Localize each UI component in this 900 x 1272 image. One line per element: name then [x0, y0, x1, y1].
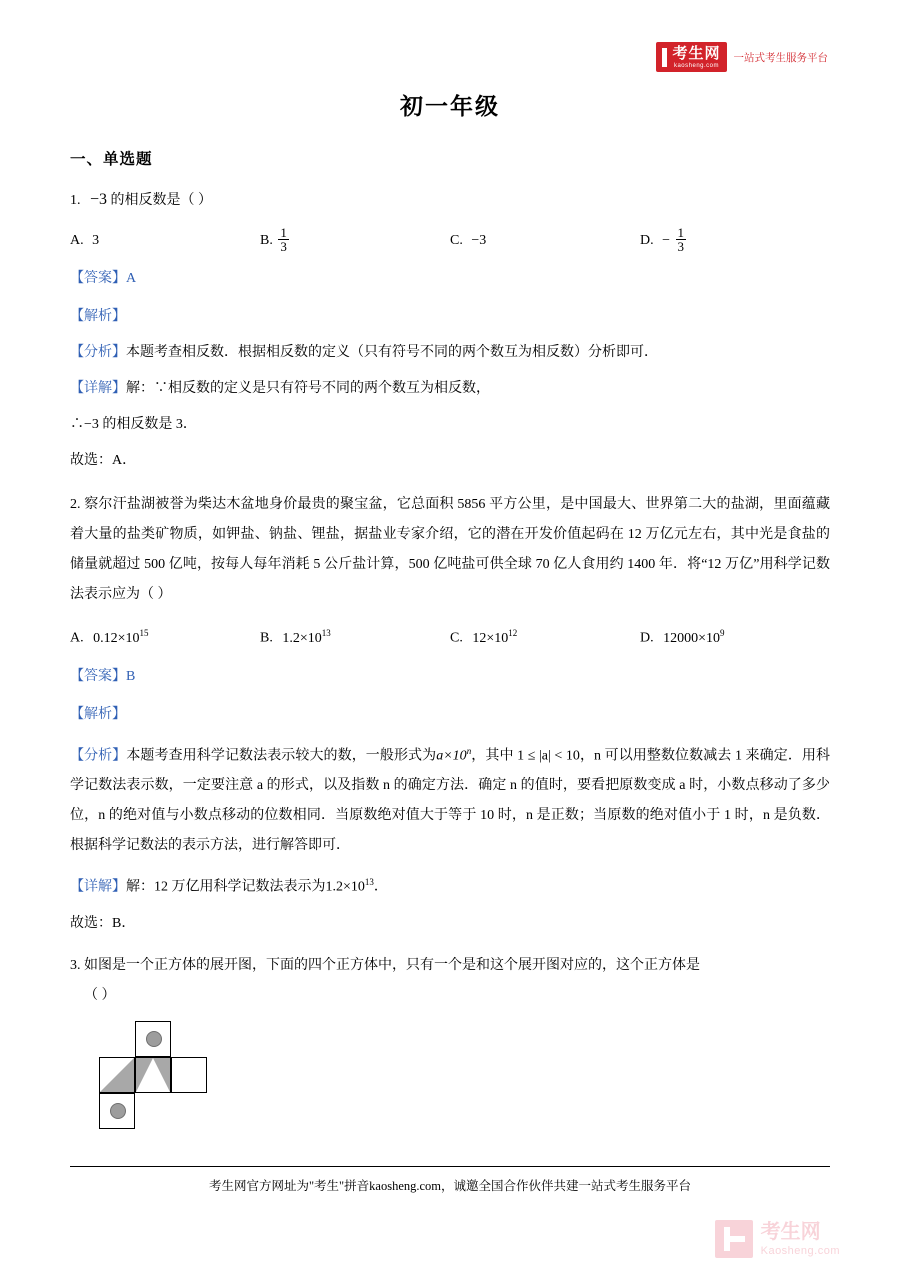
logo-brand-en: kaosheng.com [673, 63, 719, 69]
circle-marker-icon-2 [110, 1103, 126, 1119]
logo-tagline: 一站式考生服务平台 [733, 51, 828, 64]
option-a [70, 618, 260, 654]
question-1-math: −3 [90, 191, 108, 208]
xiangjie-tag: 【详解】 [70, 879, 126, 895]
answer-value: B [126, 668, 136, 684]
option-a-value: 0.12×10 [93, 630, 140, 646]
xiangjie-tag: 【详解】 [70, 381, 126, 396]
fraction-denominator: 3 [677, 239, 685, 255]
fenxi-math: a×10 [436, 748, 467, 764]
triangle-shade-center-a [136, 1058, 153, 1092]
footer-text-after: 诚邀全国合作伙伴共建一站式考生服务平台 [453, 1179, 692, 1193]
option-d-value: 12000×10 [663, 630, 721, 646]
option-c [450, 618, 640, 654]
option-d-exponent: 9 [720, 628, 725, 638]
watermark-en: Kaosheng.com [760, 1244, 840, 1257]
triangle-shade-center-b [153, 1058, 170, 1092]
question-1-choose: 故选：A． [70, 453, 137, 468]
option-b [260, 618, 450, 654]
question-1-text: 的相反数是（ ） [110, 193, 213, 208]
option-a-label: A. [70, 233, 84, 248]
option-c-value: −3 [471, 233, 487, 248]
option-c-label: C. [450, 630, 463, 646]
option-a [70, 226, 260, 256]
option-d-fraction [676, 226, 687, 254]
page-footer [70, 1166, 830, 1194]
question-1-analysis-tag: 【解析】 [70, 309, 126, 324]
question-1-number: 1. [70, 193, 81, 208]
question-1-xiangjie-line2: ∴−3 的相反数是 3． [70, 417, 197, 432]
fenxi-text-1: 本题考查用科学记数法表示较大的数，一般形式为 [126, 748, 437, 764]
fenxi-text: 本题考查相反数．根据相反数的定义（只有符号不同的两个数互为相反数）分析即可． [126, 345, 658, 360]
page-title: 初一年级 [400, 94, 500, 119]
question-2-answer [70, 662, 830, 692]
option-b-label: B. [260, 630, 273, 646]
watermark-mark-icon [715, 1220, 753, 1258]
question-1-options [70, 226, 830, 256]
circle-marker-icon [146, 1031, 162, 1047]
fenxi-tag: 【分析】 [70, 748, 127, 764]
watermark [715, 1220, 840, 1258]
watermark-text [761, 1222, 840, 1257]
question-2-fenxi [70, 736, 830, 862]
question-2-options [70, 618, 830, 654]
question-2-xiangjie [70, 867, 830, 903]
xiangjie-tail: ． [373, 879, 388, 895]
option-d [640, 618, 830, 654]
fraction-denominator: 3 [280, 239, 287, 255]
answer-value: A [126, 271, 137, 286]
fenxi-tag: 【分析】 [70, 345, 126, 360]
xiangjie-text: 解：∵相反数的定义是只有符号不同的两个数互为相反数， [126, 381, 490, 396]
question-1-fenxi [70, 338, 830, 368]
xiangjie-math-exponent: 13 [364, 877, 374, 888]
question-2-choose: 故选：B． [70, 915, 136, 931]
question-2-stem: 2. 察尔汗盐湖被誉为柴达木盆地身价最贵的聚宝盆，它总面积 5856 平方公里，是中国最大、世界第二大的盐湖，里面蕴藏着大量的盐类矿物质，如钾盐、钠盐、锂盐，据盐业专家介绍，它的潜在开发价值起码在 12 万亿元左右，其中光是食盐的储量就超过 500 亿吨，按每人每年消耗 5 公斤盐计算，500 亿吨盐可供全球 70 亿人食用约 1400 年．将“12 万亿”用科学记数法表示应为（ ） [70, 497, 830, 602]
option-c-exponent: 12 [508, 628, 518, 638]
xiangjie-text: 解：12 万亿用科学记数法表示为 [126, 879, 326, 895]
option-d [640, 226, 830, 256]
option-c [450, 226, 640, 256]
net-cell-mid-right [171, 1057, 207, 1093]
fraction-numerator: 1 [280, 224, 287, 240]
option-a-label: A. [70, 630, 84, 646]
question-1-xiangjie [70, 374, 830, 404]
option-c-value: 12×10 [472, 630, 509, 646]
option-d-label: D. [640, 630, 654, 646]
answer-tag: 【答案】 [70, 271, 126, 286]
question-1-stem [70, 185, 830, 216]
question-3-stem-line2: （ ） [84, 987, 116, 1003]
logo-mark [656, 42, 726, 72]
site-logo [656, 42, 828, 72]
fenxi-text-2: ，其中 1 ≤ |a| < 10，n 可以用整数位数减去 1 来确定．用科学记数法表示数，一定要注意 a 的形式，以及指数 n 的确定方法．确定 n 的值时，要看把原数变成 a 时，小数点移动了多少位，n 的绝对值与小数点移动的位数相同．当原数绝对值大于等于 10 时，n 是正数；当原数的绝对值小于 1 时，n 是负数．根据科学记数法的表示方法，进行解答即可． [70, 748, 830, 854]
question-1-answer [70, 264, 830, 294]
triangle-shade-left [100, 1058, 134, 1092]
cube-net-figure [78, 1021, 268, 1129]
section-title: 一、单选题 [70, 151, 153, 168]
answer-tag: 【答案】 [70, 668, 126, 684]
option-a-exponent: 15 [139, 628, 149, 638]
footer-text-before: 考生网官方网址为"考生"拼音 [208, 1179, 370, 1193]
xiangjie-math: 1.2×10 [325, 879, 365, 895]
option-b-label: B. [260, 233, 273, 248]
option-b-exponent: 13 [321, 628, 331, 638]
logo-brand-cn: 考生网 [672, 45, 721, 62]
logo-text-block [672, 46, 720, 69]
option-a-value: 3 [92, 233, 100, 248]
fenxi-math-exponent: n [466, 745, 472, 756]
option-b [260, 226, 450, 256]
question-3-stem: 3. 如图是一个正方体的展开图，下面的四个正方体中，只有一个是和这个展开图对应的，这个正方体是 [70, 957, 700, 973]
footer-url: kaosheng.com， [369, 1179, 454, 1193]
option-c-label: C. [450, 233, 463, 248]
option-b-value: 1.2×10 [282, 630, 322, 646]
watermark-cn: 考生网 [760, 1220, 821, 1243]
logo-bar-icon [662, 48, 667, 67]
option-d-sign: − [662, 233, 671, 248]
option-b-fraction [278, 226, 289, 254]
fraction-numerator: 1 [677, 224, 685, 240]
option-d-label: D. [640, 233, 654, 248]
question-2-analysis-tag: 【解析】 [70, 706, 126, 722]
